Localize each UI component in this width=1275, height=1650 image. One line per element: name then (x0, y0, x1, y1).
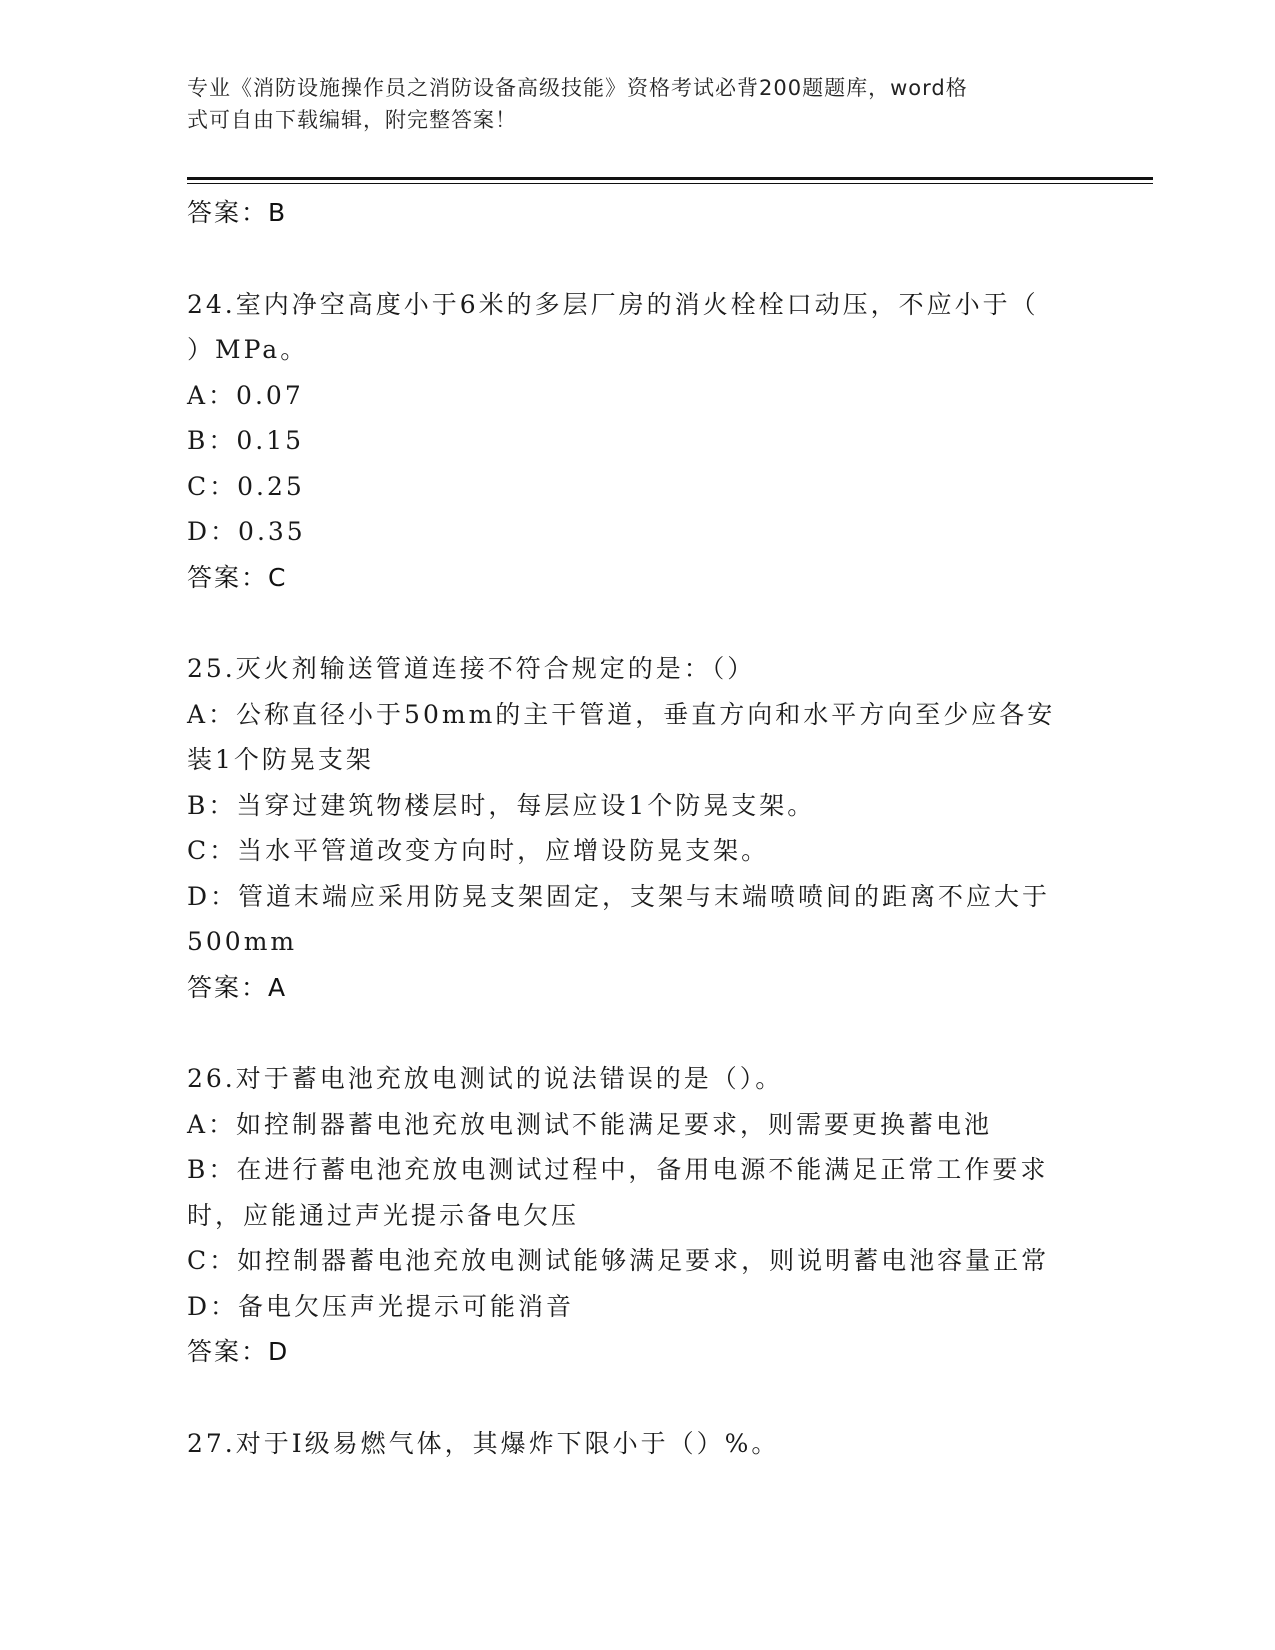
question-25-option-c: C：当水平管道改变方向时，应增设防晃支架。 (187, 836, 770, 865)
question-26 (187, 1056, 1087, 1375)
question-25-answer: 答案：A (187, 972, 288, 1002)
question-24-answer: 答案：C (187, 562, 288, 592)
question-24-option-c: C：0.25 (187, 471, 305, 501)
question-25-option-d-line-1: D：管道末端应采用防晃支架固定，支架与末端喷喷间的距离不应大于 (187, 881, 1051, 911)
question-24-stem-line-1: 24.室内净空高度小于6米的多层厂房的消火栓栓口动压，不应小于（ (187, 289, 1039, 319)
question-24-stem-line-2: ）MPa。 (187, 335, 309, 364)
question-24-option-a: A：0.07 (187, 380, 304, 410)
spacer (187, 1010, 1087, 1056)
spacer (187, 600, 1087, 646)
header-line-1: 专业《消防设施操作员之消防设备高级技能》资格考试必背200题题库，word格 (187, 76, 968, 100)
question-25-option-b: B：当穿过建筑物楼层时，每层应设1个防晃支架。 (187, 790, 816, 820)
header-rule-thick (187, 177, 1153, 180)
question-25 (187, 646, 1087, 1010)
question-26-option-b-line-2: 时，应能通过声光提示备电欠压 (187, 1200, 580, 1230)
question-25-option-a-line-1: A：公称直径小于50mm的主干管道，垂直方向和水平方向至少应各安 (187, 699, 1056, 729)
question-26-option-d: D：备电欠压声光提示可能消音 (187, 1291, 575, 1321)
question-27-stem: 27.对于Ⅰ级易燃气体，其爆炸下限小于（）%。 (187, 1428, 780, 1458)
question-26-option-a: A：如控制器蓄电池充放电测试不能满足要求，则需要更换蓄电池 (187, 1109, 993, 1139)
answer-prev: 答案：B (187, 198, 288, 227)
question-24 (187, 282, 1087, 601)
question-26-option-b-line-1: B：在进行蓄电池充放电测试过程中，备用电源不能满足正常工作要求 (187, 1155, 1049, 1184)
question-25-option-a-line-2: 装1个防晃支架 (187, 745, 374, 774)
document-header (187, 72, 1067, 136)
question-26-answer: 答案：D (187, 1337, 290, 1366)
question-25-stem: 25.灭火剂输送管道连接不符合规定的是：（） (187, 654, 756, 683)
header-line-2: 式可自由下载编辑，附完整答案！ (187, 108, 517, 132)
header-rule-thin (187, 183, 1153, 184)
question-list (187, 190, 1087, 1466)
question-26-option-c: C：如控制器蓄电池充放电测试能够满足要求，则说明蓄电池容量正常 (187, 1246, 1050, 1275)
question-24-option-b: B：0.15 (187, 426, 305, 455)
question-26-stem: 26.对于蓄电池充放电测试的说法错误的是（）。 (187, 1064, 784, 1093)
question-27 (187, 1421, 1087, 1467)
question-24-option-d: D：0.35 (187, 517, 306, 546)
spacer (187, 236, 1087, 282)
question-25-option-d-line-2: 500mm (187, 927, 298, 956)
spacer (187, 1375, 1087, 1421)
